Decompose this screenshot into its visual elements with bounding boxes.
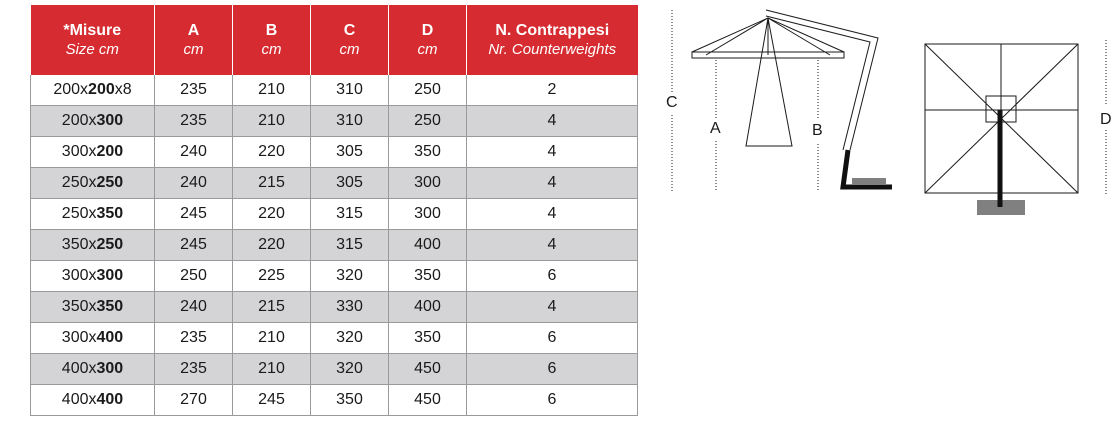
- size-width: 250x: [61, 174, 97, 191]
- cell-counterweights: 6: [467, 385, 638, 416]
- cell-c: 350: [311, 385, 389, 416]
- size-depth: 200: [96, 143, 124, 160]
- cell-counterweights: 4: [467, 137, 638, 168]
- cell-b: 210: [233, 75, 311, 106]
- cell-counterweights: 6: [467, 323, 638, 354]
- cell-a: 240: [155, 137, 233, 168]
- size-width: 300x: [61, 329, 97, 346]
- dimension-label-d: D: [1100, 111, 1112, 128]
- counterweight-block: [852, 178, 886, 185]
- cell-b: 220: [233, 137, 311, 168]
- header-main: C: [343, 22, 356, 39]
- cell-b: 210: [233, 354, 311, 385]
- size-depth: 350: [96, 205, 124, 222]
- shade-cone: [746, 18, 792, 146]
- cell-counterweights: 4: [467, 106, 638, 137]
- header-sub: Size cm: [65, 41, 119, 58]
- size-width: 200x: [61, 112, 97, 129]
- header-main: B: [265, 22, 278, 39]
- cell-counterweights: 4: [467, 168, 638, 199]
- cell-d: 450: [389, 385, 467, 416]
- cell-d: 400: [389, 230, 467, 261]
- cell-counterweights: 6: [467, 261, 638, 292]
- size-width: 350x: [61, 298, 97, 315]
- header-sub: cm: [261, 41, 282, 58]
- cell-c: 315: [311, 230, 389, 261]
- cell-a: 245: [155, 199, 233, 230]
- cell-c: 320: [311, 323, 389, 354]
- size-width: 300x: [61, 143, 97, 160]
- cell-b: 220: [233, 230, 311, 261]
- header-main: N. Contrappesi: [495, 22, 610, 39]
- size-width: 400x: [61, 360, 97, 377]
- cell-c: 330: [311, 292, 389, 323]
- cell-c: 320: [311, 354, 389, 385]
- size-depth: 400: [96, 329, 124, 346]
- cell-b: 210: [233, 106, 311, 137]
- size-width: 300x: [61, 267, 97, 284]
- cell-a: 250: [155, 261, 233, 292]
- cell-a: 240: [155, 168, 233, 199]
- cell-c: 310: [311, 75, 389, 106]
- cell-d: 300: [389, 199, 467, 230]
- dimension-label-a: A: [710, 120, 721, 137]
- cell-d: 250: [389, 75, 467, 106]
- size-suffix: x8: [114, 81, 132, 98]
- size-depth: 250: [96, 236, 124, 253]
- cell-a: 235: [155, 354, 233, 385]
- cell-d: 350: [389, 137, 467, 168]
- canopy-rib: [706, 18, 768, 55]
- cell-b: 210: [233, 323, 311, 354]
- cell-c: 315: [311, 199, 389, 230]
- cell-d: 400: [389, 292, 467, 323]
- size-depth: 300: [96, 360, 124, 377]
- cell-counterweights: 2: [467, 75, 638, 106]
- cell-counterweights: 4: [467, 292, 638, 323]
- cell-d: 350: [389, 323, 467, 354]
- cell-c: 320: [311, 261, 389, 292]
- cell-b: 225: [233, 261, 311, 292]
- cell-a: 245: [155, 230, 233, 261]
- size-width: 200x: [53, 81, 89, 98]
- size-depth: 250: [96, 174, 124, 191]
- umbrella-top-view: [925, 40, 1106, 196]
- cell-c: 305: [311, 168, 389, 199]
- cell-counterweights: 6: [467, 354, 638, 385]
- header-sub: cm: [339, 41, 360, 58]
- cell-d: 250: [389, 106, 467, 137]
- dimension-label-b: B: [812, 122, 823, 139]
- header-sub: Nr. Counterweights: [488, 41, 617, 58]
- size-width: 400x: [61, 391, 97, 408]
- cell-d: 350: [389, 261, 467, 292]
- cell-counterweights: 4: [467, 199, 638, 230]
- cell-counterweights: 4: [467, 230, 638, 261]
- size-depth: 350: [96, 298, 124, 315]
- cell-d: 450: [389, 354, 467, 385]
- size-depth: 400: [96, 391, 124, 408]
- size-width: 350x: [61, 236, 97, 253]
- cell-a: 235: [155, 75, 233, 106]
- header-main: *Misure: [63, 22, 122, 39]
- cantilever-base: [843, 150, 892, 187]
- cell-b: 245: [233, 385, 311, 416]
- cell-a: 240: [155, 292, 233, 323]
- cell-b: 215: [233, 168, 311, 199]
- size-depth: 200: [88, 81, 115, 98]
- header-sub: cm: [417, 41, 438, 58]
- dimension-label-c: C: [666, 94, 678, 111]
- cell-b: 220: [233, 199, 311, 230]
- cell-a: 235: [155, 106, 233, 137]
- cell-b: 215: [233, 292, 311, 323]
- cell-c: 305: [311, 137, 389, 168]
- header-main: D: [421, 22, 434, 39]
- size-depth: 300: [96, 112, 124, 129]
- header-main: A: [187, 22, 200, 39]
- cell-a: 235: [155, 323, 233, 354]
- cell-d: 300: [389, 168, 467, 199]
- cell-a: 270: [155, 385, 233, 416]
- header-sub: cm: [183, 41, 204, 58]
- size-width: 250x: [61, 205, 97, 222]
- size-depth: 300: [96, 267, 124, 284]
- cell-c: 310: [311, 106, 389, 137]
